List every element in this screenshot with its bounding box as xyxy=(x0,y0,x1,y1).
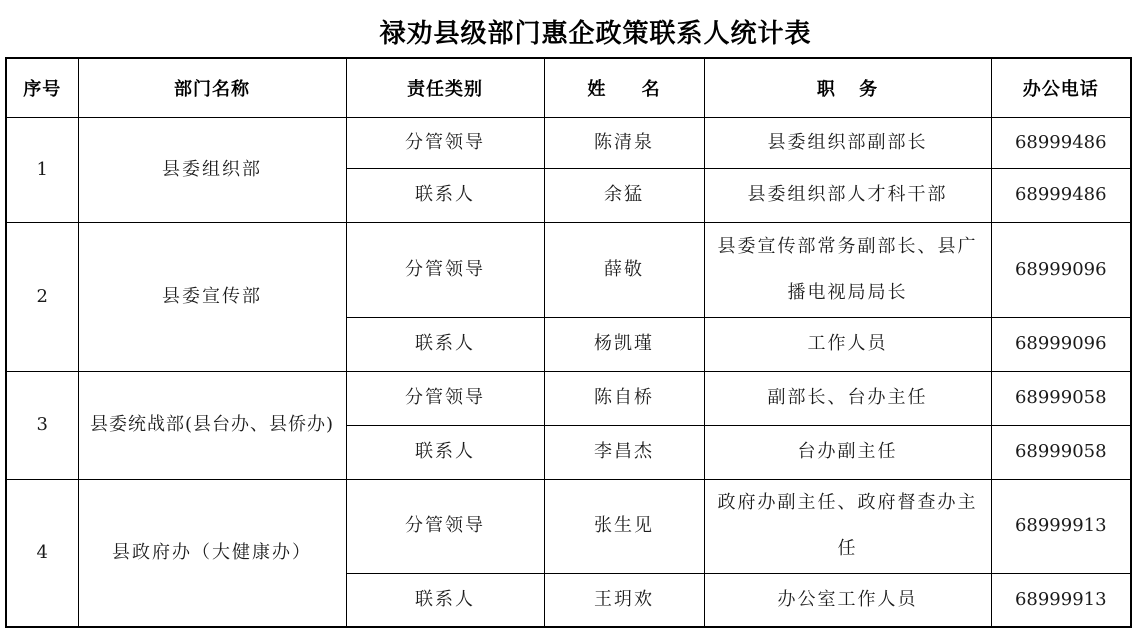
cell-name: 薛敬 xyxy=(544,222,704,317)
cell-name: 张生见 xyxy=(544,479,704,573)
cell-name: 李昌杰 xyxy=(544,425,704,479)
cell-phone: 68999058 xyxy=(991,425,1131,479)
cell-position: 政府办副主任、政府督查办主任 xyxy=(704,479,991,573)
cell-name: 余猛 xyxy=(544,168,704,222)
cell-category: 分管领导 xyxy=(346,222,544,317)
cell-serial-number: 1 xyxy=(6,117,78,222)
cell-phone: 68999058 xyxy=(991,371,1131,425)
cell-department: 县委统战部(县台办、县侨办) xyxy=(78,371,346,479)
cell-category: 联系人 xyxy=(346,168,544,222)
header-responsibility-category: 责任类别 xyxy=(346,58,544,117)
cell-phone: 68999096 xyxy=(991,222,1131,317)
cell-category: 分管领导 xyxy=(346,117,544,168)
cell-category: 联系人 xyxy=(346,573,544,627)
cell-phone: 68999486 xyxy=(991,168,1131,222)
table-row xyxy=(6,479,1131,573)
cell-position: 台办副主任 xyxy=(704,425,991,479)
cell-category: 分管领导 xyxy=(346,371,544,425)
cell-serial-number: 3 xyxy=(6,371,78,479)
cell-serial-number: 4 xyxy=(6,479,78,627)
page-title: 禄劝县级部门惠企政策联系人统计表 xyxy=(379,19,812,49)
cell-position: 工作人员 xyxy=(704,317,991,371)
cell-position: 县委组织部副部长 xyxy=(704,117,991,168)
cell-position: 县委宣传部常务副部长、县广播电视局局长 xyxy=(704,222,991,317)
table-row xyxy=(6,117,1131,168)
header-name: 姓 名 xyxy=(544,58,704,117)
cell-name: 王玥欢 xyxy=(544,573,704,627)
header-office-phone: 办公电话 xyxy=(991,58,1131,117)
cell-name: 陈自桥 xyxy=(544,371,704,425)
cell-department: 县委宣传部 xyxy=(78,222,346,371)
table-row xyxy=(6,371,1131,425)
header-position: 职 务 xyxy=(704,58,991,117)
cell-department: 县政府办（大健康办） xyxy=(78,479,346,627)
header-department: 部门名称 xyxy=(78,58,346,117)
cell-phone: 68999913 xyxy=(991,479,1131,573)
cell-position: 副部长、台办主任 xyxy=(704,371,991,425)
cell-position: 县委组织部人才科干部 xyxy=(704,168,991,222)
cell-serial-number: 2 xyxy=(6,222,78,371)
cell-phone: 68999913 xyxy=(991,573,1131,627)
header-row xyxy=(6,58,1131,117)
contact-table xyxy=(5,57,1132,628)
cell-position: 办公室工作人员 xyxy=(704,573,991,627)
cell-category: 分管领导 xyxy=(346,479,544,573)
cell-department: 县委组织部 xyxy=(78,117,346,222)
cell-name: 陈清泉 xyxy=(544,117,704,168)
cell-name: 杨凯瑾 xyxy=(544,317,704,371)
table-row xyxy=(6,222,1131,317)
header-serial-number: 序号 xyxy=(6,58,78,117)
cell-phone: 68999096 xyxy=(991,317,1131,371)
cell-category: 联系人 xyxy=(346,317,544,371)
cell-phone: 68999486 xyxy=(991,117,1131,168)
cell-category: 联系人 xyxy=(346,425,544,479)
